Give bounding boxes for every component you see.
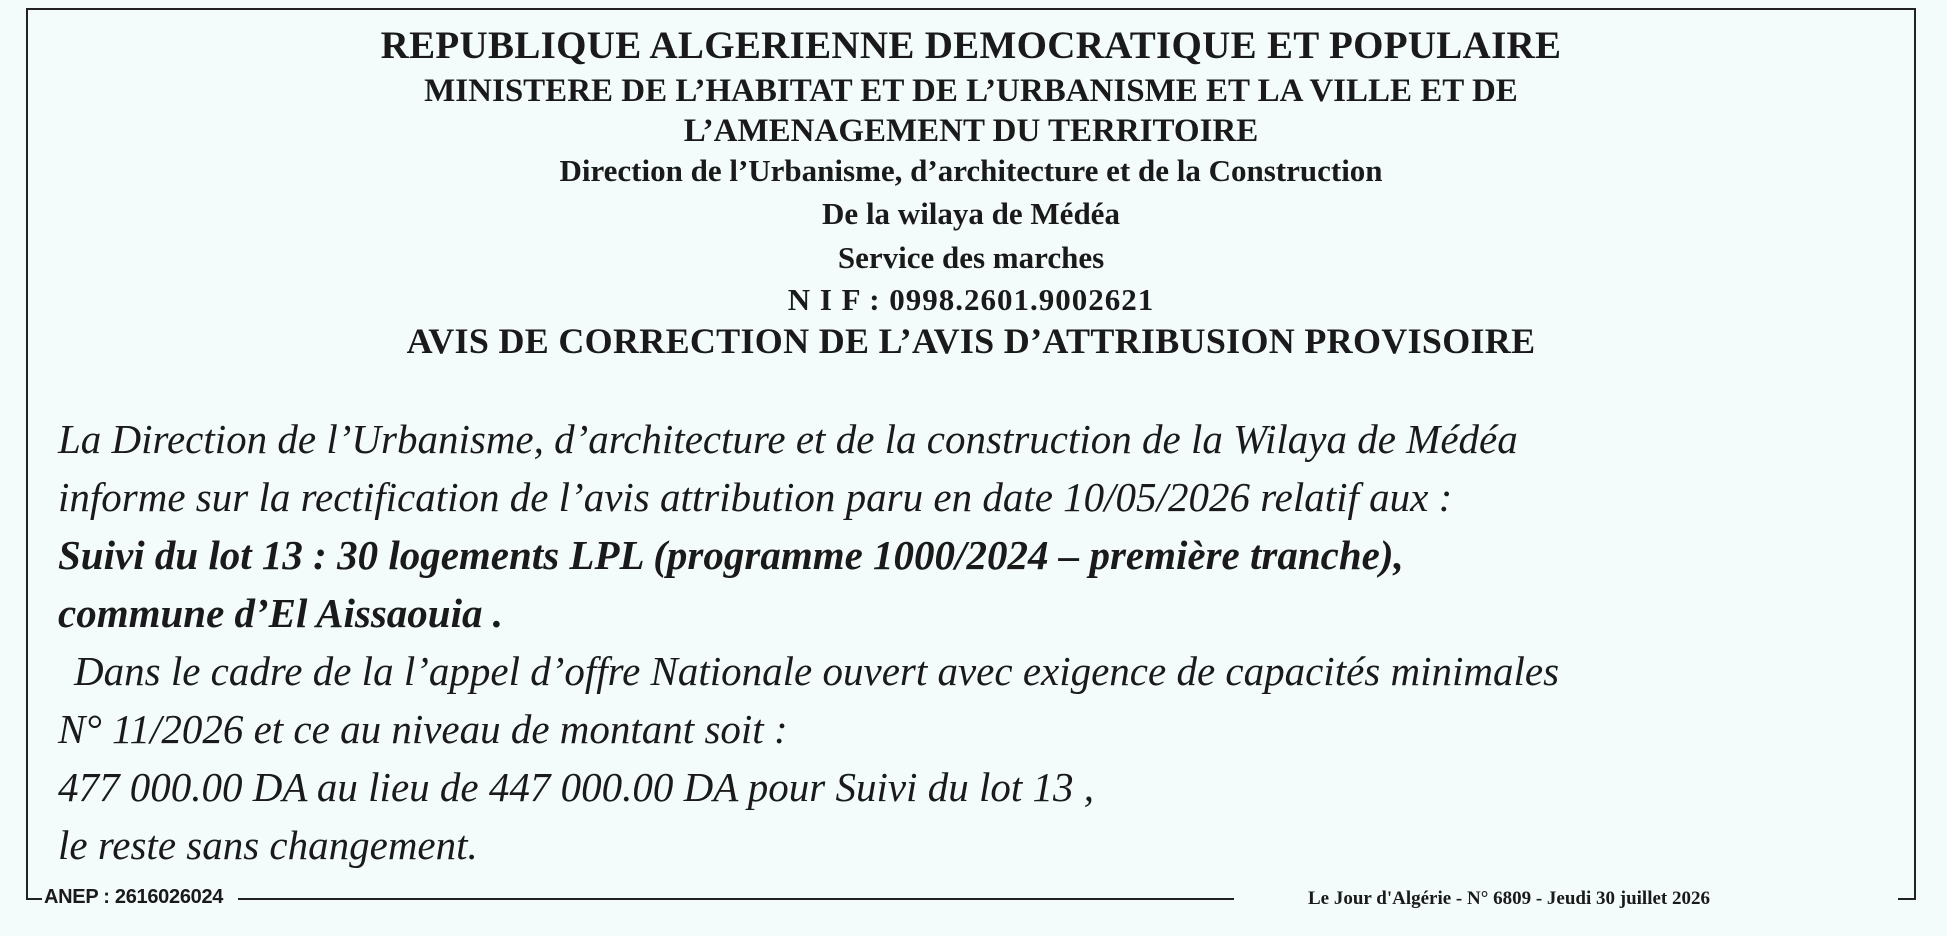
- anep-reference: ANEP : 2616026024: [44, 886, 224, 908]
- notice-body: [58, 410, 1878, 874]
- journal-reference: Le Jour d'Algérie - N° 6809 - Jeudi 30 juillet 2026: [1308, 888, 1710, 909]
- wilaya-name: De la wilaya de Médéa: [822, 196, 1120, 232]
- notice-header: [26, 24, 1916, 363]
- body-line-2: informe sur la rectification de l’avis attribution paru en date 10/05/2026 relatif aux :: [58, 474, 1453, 520]
- ministry-line-2: L’AMENAGEMENT DU TERRITOIRE: [683, 112, 1259, 149]
- footer-corner-tick: [1914, 878, 1916, 900]
- ministry-line-1: MINISTERE DE L’HABITAT ET DE L’URBANISME ET LA VILLE ET DE: [424, 72, 1518, 109]
- body-line-8: le reste sans changement.: [58, 822, 478, 868]
- republic-title: REPUBLIQUE ALGERIENNE DEMOCRATIQUE ET POPULAIRE: [380, 24, 1562, 67]
- direction-name: Direction de l’Urbanisme, d’architecture et de la Construction: [559, 152, 1383, 188]
- service-name: Service des marches: [837, 240, 1105, 275]
- lot-line-1: Suivi du lot 13 : 30 logements LPL (programme 1000/2024 – première tranche),: [58, 532, 1404, 578]
- body-line-7: 477 000.00 DA au lieu de 447 000.00 DA pour Suivi du lot 13 ,: [58, 764, 1094, 810]
- footer-rule-middle: [238, 898, 1234, 900]
- body-line-5: Dans le cadre de la l’appel d’offre Nationale ouvert avec exigence de capacités minimales: [74, 648, 1560, 694]
- nif-number: N I F : 0998.2601.9002621: [787, 281, 1155, 317]
- body-line-6: N° 11/2026 et ce au niveau de montant soit :: [58, 706, 788, 752]
- body-line-1: La Direction de l’Urbanisme, d’architecture et de la construction de la Wilaya de Médéa: [58, 416, 1518, 462]
- notice-title: AVIS DE CORRECTION DE L’AVIS D’ATTRIBUSION PROVISOIRE: [406, 321, 1536, 362]
- lot-line-2: commune d’El Aissaouia .: [58, 590, 503, 636]
- footer-rule-left: [26, 898, 42, 900]
